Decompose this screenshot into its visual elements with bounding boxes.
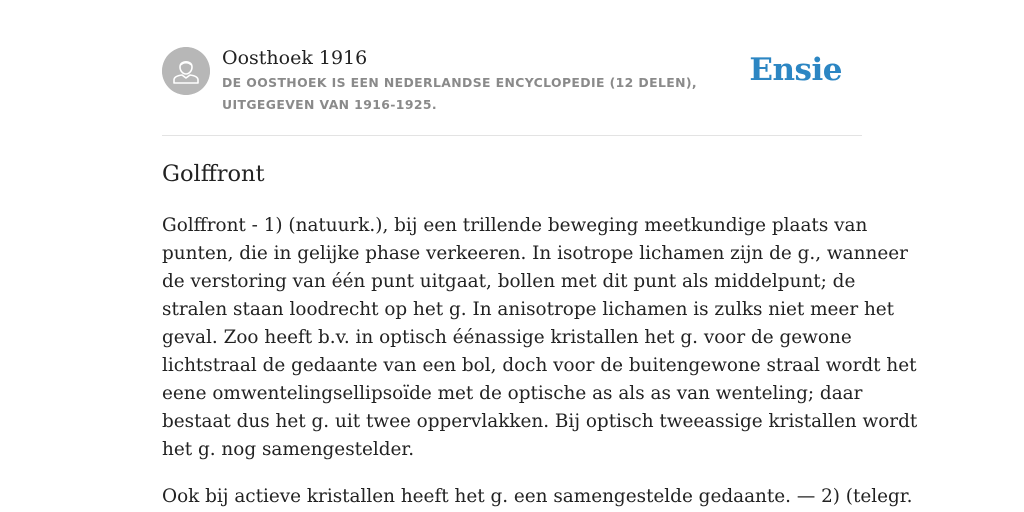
- ensie-logo-link[interactable]: Ensie: [749, 52, 842, 88]
- source-description-line: DE OOSTHOEK IS EEN NEDERLANDSE ENCYCLOPEDIE (12 DELEN), UITGEGEVEN: [222, 75, 698, 112]
- paragraph-line: Ook bij actieve kristallen heeft het g. een samengestelde gedaante. — 2) (telegr.: [162, 486, 913, 507]
- paragraph-line: bestaat dus het g. uit twee oppervlakken. Bij optisch tweeassige kristallen wordt: [162, 411, 918, 432]
- paragraph-line: punten, die in gelijke phase verkeeren. In isotrope lichamen zijn de g., wanneer: [162, 243, 908, 264]
- source-description-line: VAN 1916-1925.: [319, 97, 437, 112]
- source-description: [222, 72, 757, 116]
- source-avatar[interactable]: [162, 47, 210, 95]
- user-placeholder-icon: [162, 47, 210, 95]
- paragraph-line: geval. Zoo heeft b.v. in optisch éénassige kristallen het g. voor de gewone: [162, 327, 852, 348]
- article-title: Golffront: [162, 161, 265, 187]
- paragraph-line: stralen staan loodrecht op het g. In anisotrope lichamen is zulks niet meer het: [162, 299, 895, 320]
- paragraph-line: Golffront - 1) (natuurk.), bij een trillende beweging meetkundige plaats van: [162, 215, 868, 236]
- paragraph-line: het g. nog samengestelder.: [162, 439, 415, 460]
- header-divider: [162, 135, 862, 136]
- article-paragraph: [162, 212, 918, 464]
- source-name[interactable]: Oosthoek 1916: [222, 47, 368, 69]
- paragraph-line: eene omwentelingsellipsoïde met de optische as als as van wenteling; daar: [162, 383, 863, 404]
- paragraph-line: de verstoring van één punt uitgaat, bollen met dit punt als middelpunt; de: [162, 271, 856, 292]
- article-body: [162, 212, 918, 512]
- article-paragraph: [162, 483, 913, 511]
- paragraph-line: lichtstraal de gedaante van een bol, doch voor de buitengewone straal wordt het: [162, 355, 917, 376]
- source-header: [162, 46, 862, 135]
